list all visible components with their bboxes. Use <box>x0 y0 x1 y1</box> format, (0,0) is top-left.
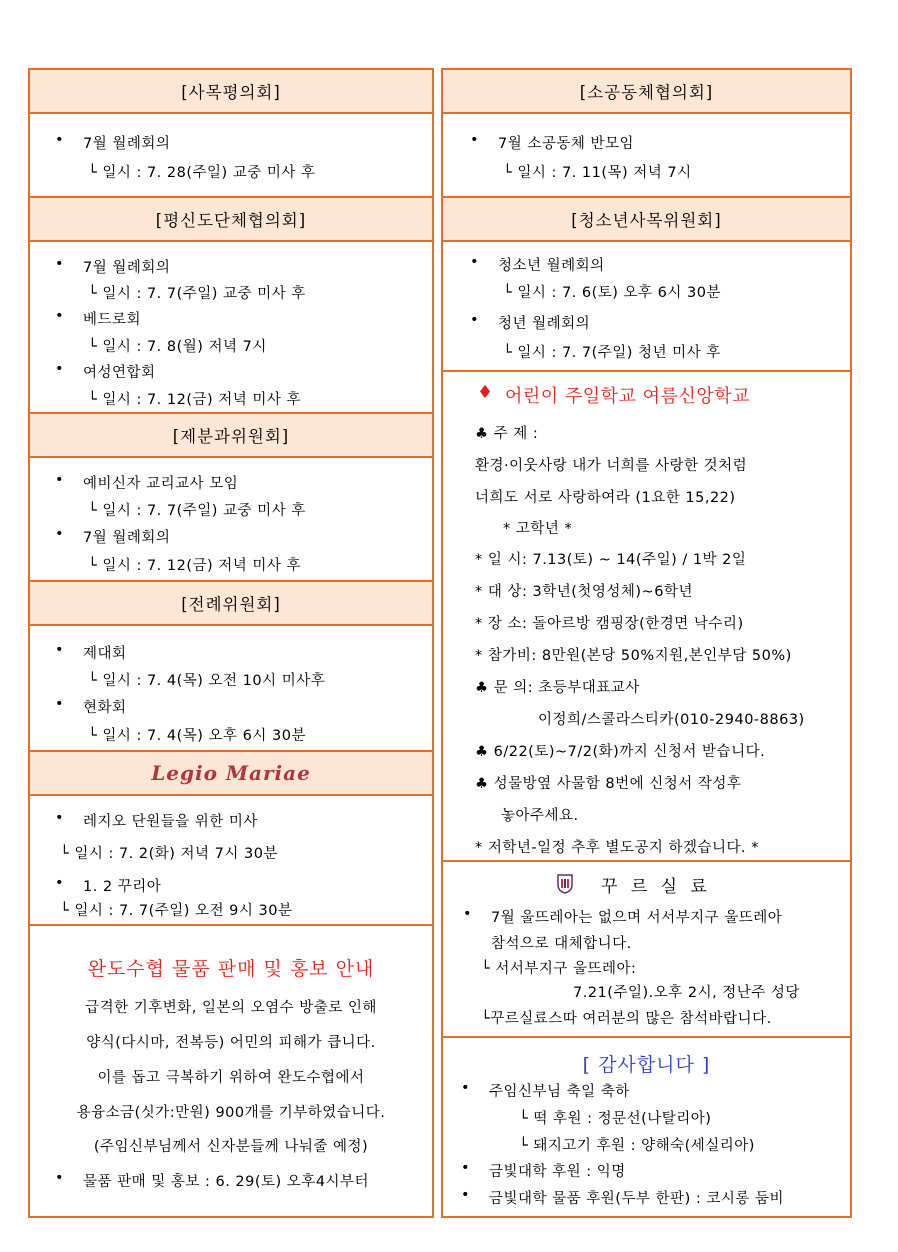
samok-title: [사목평의회] <box>30 70 432 114</box>
samok-section <box>30 70 432 198</box>
jeollye-item-2: • 현화회 <box>83 696 127 717</box>
school-detail-contact: ♣ 문 의: 초등부대표교사 <box>475 680 640 696</box>
cursillo-sub-line-2: 7.21(주일).오후 2시, 정난주 성당 <box>573 985 800 1001</box>
jebun-item-1: • 예비신자 교리교사 모임 <box>83 472 238 493</box>
wando-line-3: 이를 돕고 극복하기 위하여 완도수협에서 <box>97 1070 365 1086</box>
school-detail-locker-2: 놓아주세요. <box>501 808 579 824</box>
school-detail-date: * 일 시: 7.13(토) ~ 14(주일) / 1박 2일 <box>475 552 747 568</box>
sogong-item-1: • 7월 소공동체 반모임 <box>498 132 634 153</box>
jeollye-title: [전례위원회] <box>30 582 432 626</box>
school-grade: * 고학년 * <box>503 521 573 537</box>
jeollye-section <box>30 582 432 752</box>
school-title: 어린이 주일학교 여름신앙학교 <box>505 386 750 407</box>
wando-bullet: • 물품 판매 및 홍보 : 6. 29(토) 오후4시부터 <box>83 1170 369 1191</box>
cursillo-bullet-line-1: • 7월 울뜨레아는 없으며 서서부지구 울뜨레아 <box>491 906 782 927</box>
school-detail-contact-person: 이정희/스콜라스티카(010-2940-8863) <box>538 712 805 728</box>
sogong-title: [소공동체협의회] <box>443 70 850 114</box>
legio-item-1-date: └ 일시 : 7. 2(화) 저녁 7시 30분 <box>60 846 278 862</box>
legio-section <box>30 752 432 926</box>
cursillo-bullet-line-2: 참석으로 대체합니다. <box>491 936 632 952</box>
wando-line-4: 용융소금(싯가:만원) 900개를 기부하였습니다. <box>76 1105 386 1121</box>
jebun-item-1-date: └ 일시 : 7. 7(주일) 교중 미사 후 <box>88 503 306 519</box>
diamond-icon: ♦ <box>477 382 494 403</box>
sogong-item-1-date: └ 일시 : 7. 11(목) 저녁 7시 <box>503 165 692 181</box>
school-theme-line-2: 너희도 서로 사랑하여라 (1요한 15,22) <box>475 490 736 506</box>
legio-item-2: • 1. 2 꾸리아 <box>83 875 161 896</box>
jebun-title: [제분과위원회] <box>30 414 432 458</box>
thanks-line-5: • 금빛대학 물품 후원(두부 한판) : 코시롱 둠비 <box>489 1187 784 1208</box>
jebun-section <box>30 414 432 582</box>
school-detail-apply: ♣ 6/22(토)~7/2(화)까지 신청서 받습니다. <box>475 744 766 760</box>
youth-title: [청소년사목위원회] <box>443 198 850 242</box>
youth-item-2-date: └ 일시 : 7. 7(주일) 청년 미사 후 <box>503 345 721 361</box>
thanks-line-3: └ 돼지고기 후원 : 양해숙(세실리아) <box>519 1138 755 1154</box>
samok-item-1: • 7월 월례회의 <box>83 132 170 153</box>
cursillo-section <box>443 862 850 1038</box>
school-theme-line-1: 환경·이웃사랑 내가 너희를 사랑한 것처럼 <box>475 458 748 474</box>
pyeongsin-item-2: • 베드로회 <box>83 308 141 329</box>
wando-title: 완도수협 물품 판매 및 홍보 안내 <box>87 958 375 980</box>
legio-title: Legio Mariae <box>30 752 432 796</box>
school-detail-target: * 대 상: 3학년(첫영성체)~6학년 <box>475 584 693 600</box>
jebun-item-2-date: └ 일시 : 7. 12(금) 저녁 미사 후 <box>88 558 302 574</box>
pyeongsin-section <box>30 198 432 414</box>
school-detail-place: * 장 소: 돌아르방 캠핑장(한경면 낙수리) <box>475 616 744 632</box>
cursillo-sub-line-1: └ 서서부지구 울뜨레아: <box>481 961 637 977</box>
pyeongsin-item-1: • 7월 월례회의 <box>83 256 170 277</box>
thanks-section <box>443 1038 850 1216</box>
thanks-line-2: └ 떡 후원 : 정문선(나탈리아) <box>519 1111 712 1127</box>
pyeongsin-item-3: • 여성연합회 <box>83 361 156 382</box>
school-section <box>443 372 850 862</box>
samok-item-1-date: └ 일시 : 7. 28(주일) 교중 미사 후 <box>88 165 316 181</box>
school-detail-locker: ♣ 성물방옆 사물함 8번에 신청서 작성후 <box>475 776 742 792</box>
jebun-item-2: • 7월 월례회의 <box>83 526 170 547</box>
legio-item-1: • 레지오 단원들을 위한 미사 <box>83 810 258 831</box>
cursillo-sub-line-3: └꾸르실료스따 여러분의 많은 참석바랍니다. <box>481 1011 772 1027</box>
right-column <box>441 68 852 1218</box>
thanks-line-1: • 주임신부님 축일 축하 <box>489 1080 630 1101</box>
wando-section <box>30 926 432 1216</box>
pyeongsin-title: [평신도단체협의회] <box>30 198 432 242</box>
school-detail-lower-grade: * 저학년-일정 추후 별도공지 하겠습니다. * <box>475 840 759 856</box>
youth-item-2: • 청년 월례회의 <box>498 312 590 333</box>
school-detail-fee: * 참가비: 8만원(본당 50%지원,본인부담 50%) <box>475 648 792 664</box>
wando-line-1: 급격한 기후변화, 일본의 오염수 방출로 인해 <box>85 1000 377 1016</box>
youth-section <box>443 198 850 372</box>
youth-item-1-date: └ 일시 : 7. 6(토) 오후 6시 30분 <box>503 285 721 301</box>
cursillo-emblem-icon <box>557 874 573 894</box>
sogong-section <box>443 70 850 198</box>
school-theme-label: ♣ 주 제 : <box>475 426 539 442</box>
youth-item-1: • 청소년 월례회의 <box>498 254 605 275</box>
cursillo-title: 꾸 르 실 료 <box>601 877 711 897</box>
pyeongsin-item-3-date: └ 일시 : 7. 12(금) 저녁 미사 후 <box>88 392 302 408</box>
jeollye-item-1-date: └ 일시 : 7. 4(목) 오전 10시 미사후 <box>88 673 326 689</box>
wando-line-5: (주임신부님께서 신자분들께 나눠줄 예정) <box>93 1139 369 1155</box>
legio-item-2-date: └ 일시 : 7. 7(주일) 오전 9시 30분 <box>60 903 293 919</box>
pyeongsin-item-2-date: └ 일시 : 7. 8(월) 저녁 7시 <box>88 339 267 355</box>
jeollye-item-2-date: └ 일시 : 7. 4(목) 오후 6시 30분 <box>88 728 306 744</box>
jeollye-item-1: • 제대회 <box>83 642 127 663</box>
wando-line-2: 양식(다시마, 전복등) 어민의 피해가 큽니다. <box>86 1035 376 1051</box>
thanks-line-4: • 금빛대학 후원 : 익명 <box>489 1160 626 1181</box>
thanks-title: [ 감사합니다 ] <box>582 1054 711 1076</box>
pyeongsin-item-1-date: └ 일시 : 7. 7(주일) 교중 미사 후 <box>88 286 306 302</box>
left-column <box>28 68 434 1218</box>
